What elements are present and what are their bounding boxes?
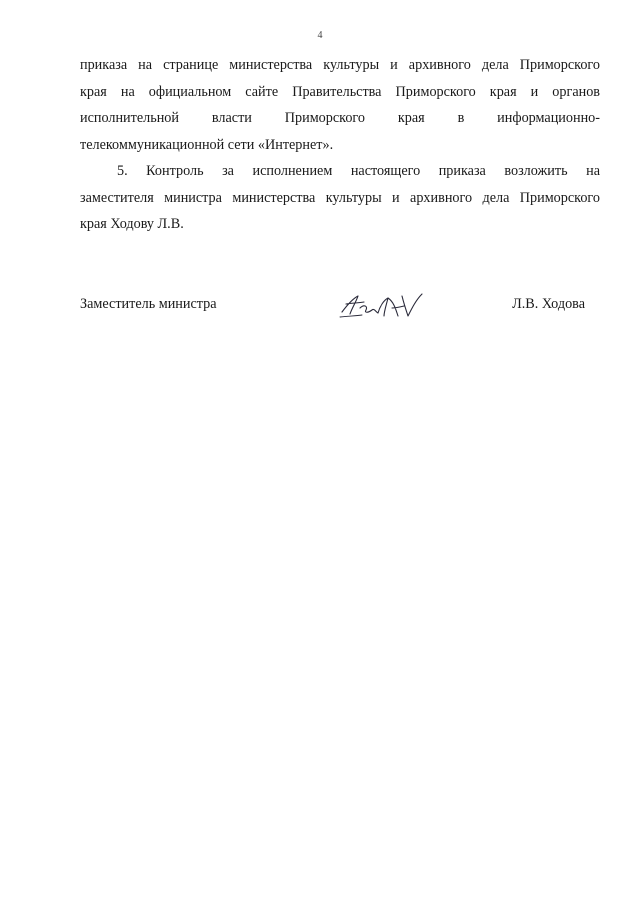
body-text bbox=[80, 52, 600, 238]
text-line: заместителя министра министерства культуры и архивного дела Приморского bbox=[80, 189, 600, 206]
signatory-name: Л.В. Ходова bbox=[512, 296, 585, 312]
handwritten-signature bbox=[336, 286, 426, 326]
text-line: приказа на странице министерства культуры и архивного дела Приморского bbox=[80, 57, 600, 73]
signature-block bbox=[80, 292, 585, 328]
text-line: 5. Контроль за исполнением настоящего приказа возложить на bbox=[117, 163, 600, 179]
text-line: края на официальном сайте Правительства Приморского края и органов bbox=[80, 83, 600, 100]
text-line: телекоммуникационной сети «Интернет». bbox=[80, 136, 334, 153]
signatory-title: Заместитель министра bbox=[80, 296, 217, 312]
text-line: края Ходову Л.В. bbox=[80, 216, 184, 232]
page-number: 4 bbox=[317, 30, 323, 41]
text-line: исполнительной власти Приморского края в информационно- bbox=[80, 110, 600, 126]
